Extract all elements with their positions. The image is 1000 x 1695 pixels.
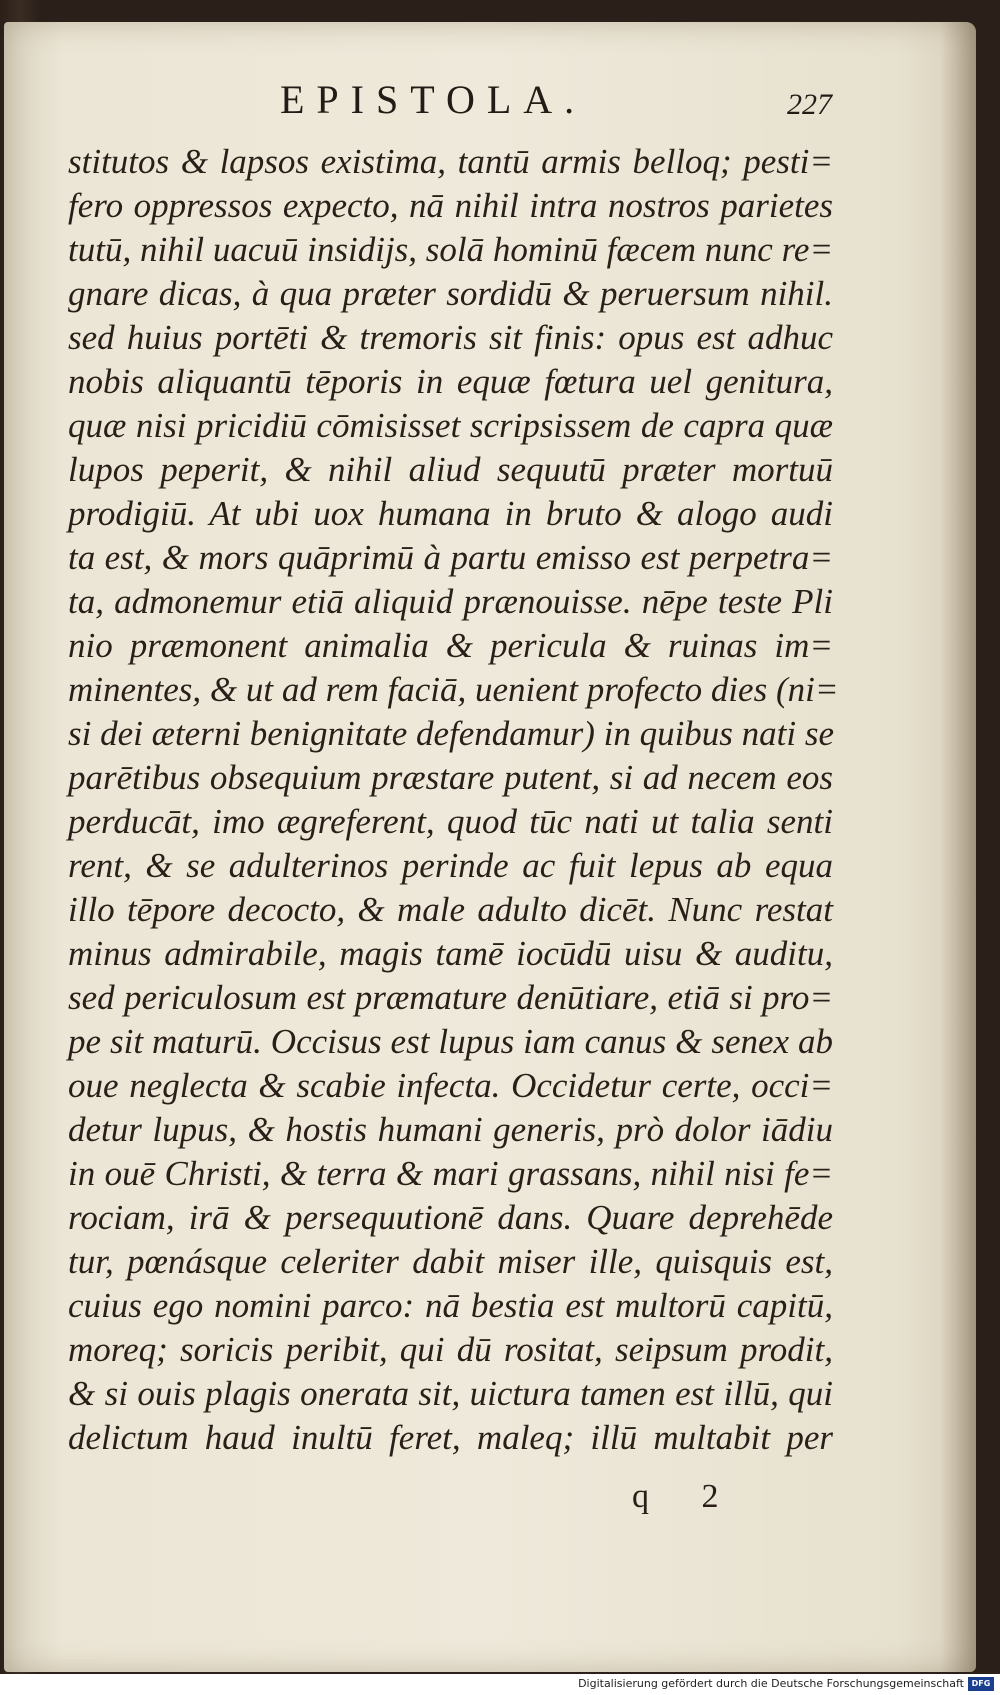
text-line: perducāt, imo ægreferent, quod tūc nati ut talia senti <box>68 802 833 841</box>
body-text <box>68 140 839 1460</box>
text-line: nobis aliquantū tēporis in equæ fœtura uel genitura, <box>68 362 833 401</box>
text-line: lupos peperit, & nihil aliud sequutū præter mortuū <box>68 450 833 489</box>
running-head: EPISTOLA. <box>280 77 587 122</box>
text-line: tutū, nihil uacuū insidijs, solā hominū fæcem nunc re= <box>68 230 834 269</box>
text-line: & si ouis plagis onerata sit, uictura tamen est illū, qui <box>68 1374 833 1413</box>
text-line: quæ nisi pricidiū cōmisisset scripsissem de capra quæ <box>68 406 833 445</box>
text-line: in ouē Christi, & terra & mari grassans, nihil nisi fe= <box>68 1154 833 1193</box>
text-line: cuius ego nomini parco: nā bestia est multorū capitū, <box>68 1286 833 1325</box>
text-line: sed periculosum est præmature denūtiare, etiā si pro= <box>68 978 833 1017</box>
text-line: illo tēpore decocto, & male adulto dicēt. Nunc restat <box>68 890 833 929</box>
text-line: ta est, & mors quāprimū à partu emisso est perpetra= <box>68 538 833 577</box>
text-line: minentes, & ut ad rem faciā, uenient profecto dies (ni= <box>68 670 839 709</box>
text-line: minus admirabile, magis tamē iocūdū uisu & auditu, <box>68 934 833 973</box>
text-line: rent, & se adulterinos perinde ac fuit lepus ab equa <box>68 846 833 885</box>
text-line: stitutos & lapsos existima, tantū armis belloq; pesti= <box>68 142 833 181</box>
text-line: detur lupus, & hostis humani generis, prò dolor iādiu <box>68 1110 833 1149</box>
text-line: sed huius portēti & tremoris sit finis: opus est adhuc <box>68 318 833 357</box>
text-line: tur, pœnásque celeriter dabit miser ille, quisquis est, <box>68 1242 833 1281</box>
text-line: parētibus obsequium præstare putent, si ad necem eos <box>68 758 833 797</box>
footer-bar <box>0 1674 1000 1695</box>
text-line: fero oppressos expecto, nā nihil intra nostros parietes <box>68 186 833 225</box>
text-line: gnare dicas, à qua præter sordidū & peruersum nihil. <box>68 274 833 313</box>
text-line: moreq; soricis peribit, qui dū rositat, seipsum prodit, <box>68 1330 833 1369</box>
text-line: rociam, irā & persequutionē dans. Quare deprehēde <box>68 1198 833 1237</box>
funding-credit: Digitalisierung gefördert durch die Deutsche Forschungsgemeinschaft <box>578 1677 964 1690</box>
text-line: ta, admonemur etiā aliquid prænouisse. nēpe teste Pli <box>68 582 833 621</box>
text-line: nio præmonent animalia & pericula & ruinas im= <box>68 626 833 665</box>
text-line: oue neglecta & scabie infecta. Occidetur certe, occi= <box>68 1066 833 1105</box>
text-line: pe sit maturū. Occisus est lupus iam canus & senex ab <box>68 1022 833 1061</box>
text-line: delictum haud inultū feret, maleq; illū multabit per <box>68 1418 833 1457</box>
dfg-logo: DFG <box>968 1677 994 1691</box>
page-number: 227 <box>787 88 832 121</box>
text-line: prodigiū. At ubi uox humana in bruto & alogo audi <box>68 494 833 533</box>
signature-mark: q 2 <box>632 1478 741 1515</box>
text-line: si dei æterni benignitate defendamur) in quibus nati se <box>68 714 835 753</box>
page-edge-shadow <box>940 22 976 1672</box>
